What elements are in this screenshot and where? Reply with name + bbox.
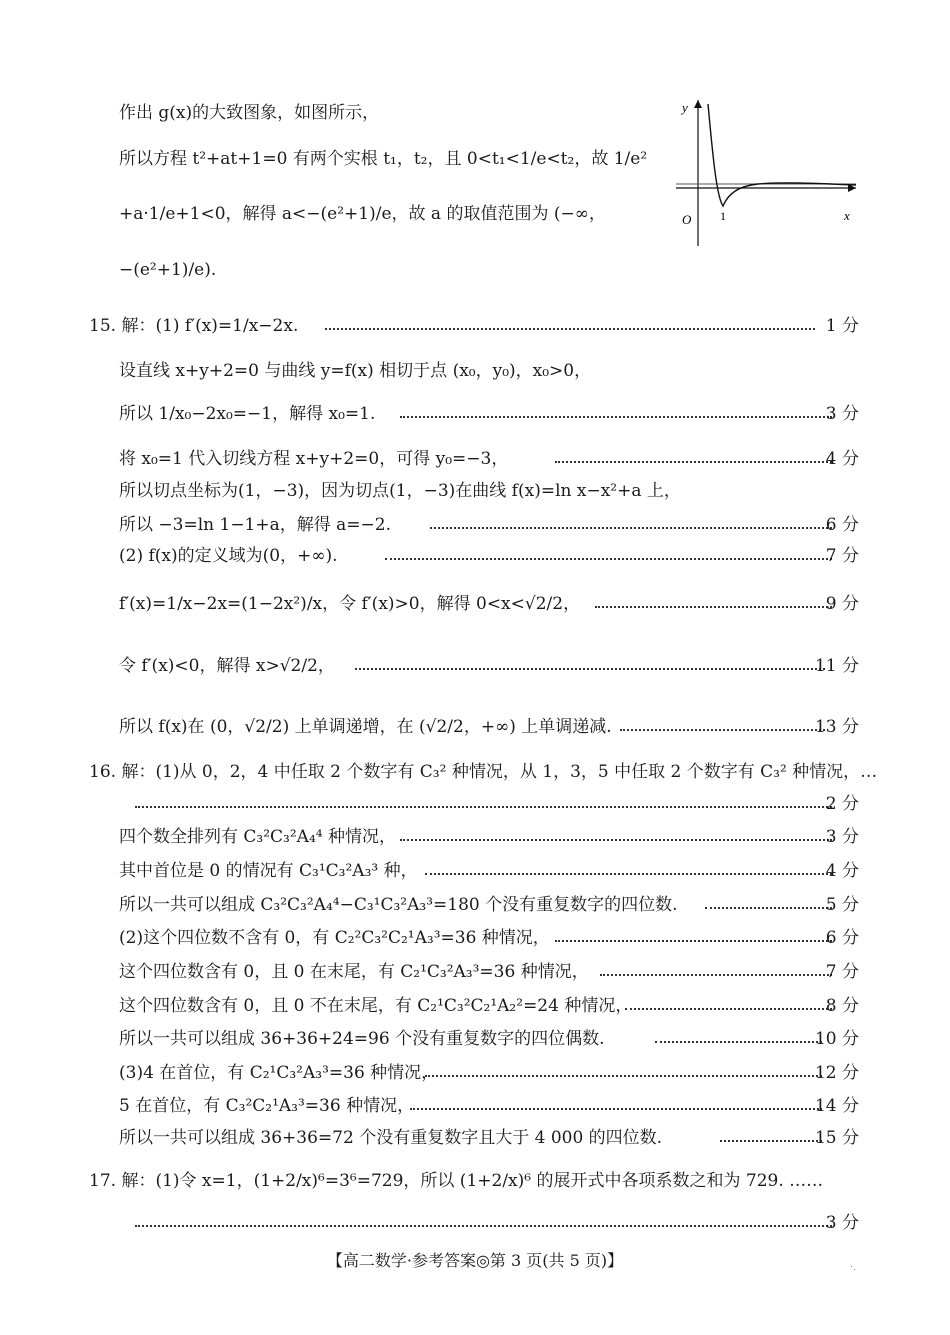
p16-text: 这个四位数含有 0，且 0 在末尾，有 C₂¹C₃²A₃³=36 种情况，: [119, 962, 589, 982]
p15-line: [0, 540, 950, 572]
leader-dots: [410, 1090, 822, 1110]
p15-text: 所以 1/x₀−2x₀=−1，解得 x₀=1.: [119, 404, 376, 424]
leader-dots: [425, 1057, 822, 1077]
score-label: 15 分: [814, 1128, 859, 1148]
leader-dots: [385, 540, 832, 560]
leader-dots: [400, 821, 832, 841]
p15-text: f′(x)=1/x−2x=(1−2x²)/x，令 f′(x)>0，解得 0<x<√2/2，: [119, 594, 581, 614]
score-label: 1 分: [825, 316, 859, 336]
leader-dots: [425, 855, 832, 875]
leader-dots: [625, 990, 832, 1010]
p16-line: [0, 756, 950, 788]
p16-text: (3)4 在首位，有 C₂¹C₃²A₃³=36 种情况，: [119, 1063, 439, 1083]
p16-line: [0, 1122, 950, 1154]
p16-text: 16. 解：(1)从 0，2，4 中任取 2 个数字有 C₃² 种情况，从 1，3，5 中任取 2 个数字有 C₃² 种情况，…: [89, 762, 878, 782]
score-label: 10 分: [814, 1029, 859, 1049]
p15-text: 所以 −3=ln 1−1+a，解得 a=−2.: [119, 515, 391, 535]
score-label: 11 分: [814, 656, 859, 676]
scan-mark: ·.: [850, 1262, 857, 1273]
p15-line: [0, 443, 950, 475]
score-label: 9 分: [825, 594, 859, 614]
score-label: 13 分: [814, 717, 859, 737]
tick-label-1: 1: [720, 209, 726, 223]
p16-text: 其中首位是 0 的情况有 C₃¹C₃²A₃³ 种，: [119, 861, 418, 881]
p14-line-4: [0, 254, 950, 286]
leader-dots: [325, 310, 815, 330]
p16-text: 所以一共可以组成 36+36=72 个没有重复数字且大于 4 000 的四位数.: [119, 1128, 663, 1148]
p16-line: [0, 922, 950, 954]
score-label: 5 分: [825, 895, 859, 915]
leader-dots: [355, 650, 825, 670]
leader-dots: [430, 509, 832, 529]
p14-text-3: +a·1/e+1<0，解得 a<−(e²+1)/e，故 a 的取值范围为 (−∞，: [119, 204, 606, 224]
leader-dots: [655, 1023, 822, 1043]
p16-line: [0, 788, 950, 820]
p15-text: 所以 f(x)在 (0，√2/2) 上单调递增，在 (√2/2，+∞) 上单调递减.: [119, 717, 612, 737]
p15-text: 设直线 x+y+2=0 与曲线 y=f(x) 相切于点 (x₀，y₀)，x₀>0，: [119, 361, 592, 381]
p14-text-2: 所以方程 t²+at+1=0 有两个实根 t₁，t₂，且 0<t₁<1/e<t₂，故 1/e²: [119, 149, 648, 169]
score-label: 3 分: [825, 404, 859, 424]
p15-line: [0, 475, 950, 507]
p16-line: [0, 1057, 950, 1089]
p16-line: [0, 1023, 950, 1055]
p17-text: 17. 解：(1)令 x=1，(1+2/x)⁶=3⁶=729，所以 (1+2/x)⁶ 的展开式中各项系数之和为 729. ……: [89, 1171, 824, 1191]
p15-line: [0, 310, 950, 342]
leader-dots: [555, 443, 832, 463]
p16-text: (2)这个四位数不含有 0，有 C₂²C₃²C₂¹A₃³=36 种情况，: [119, 928, 550, 948]
x-label: x: [844, 208, 850, 223]
leader-dots: [555, 922, 832, 942]
p16-line: [0, 1090, 950, 1122]
p15-text: 所以切点坐标为(1，−3)，因为切点(1，−3)在曲线 f(x)=ln x−x²+a 上，: [119, 481, 681, 501]
p15-text: (2) f(x)的定义域为(0，+∞).: [119, 546, 338, 566]
p15-line: [0, 650, 950, 682]
leader-dots: [595, 588, 832, 608]
g-curve: [708, 104, 856, 206]
leader-dots: [135, 1207, 832, 1227]
p17-line: [0, 1165, 950, 1197]
score-label: 6 分: [825, 928, 859, 948]
p16-text: 这个四位数含有 0，且 0 不在末尾，有 C₂¹C₃²C₂¹A₂²=24 种情况，: [119, 996, 633, 1016]
score-label: 3 分: [825, 1213, 859, 1233]
p16-line: [0, 821, 950, 853]
leader-dots: [400, 398, 832, 418]
score-label: 3 分: [825, 827, 859, 847]
y-label: y: [682, 100, 688, 115]
leader-dots: [135, 788, 832, 808]
p16-text: 所以一共可以组成 C₃²C₃²A₄⁴−C₃¹C₃²A₃³=180 个没有重复数字的四位数.: [119, 895, 678, 915]
score-label: 7 分: [825, 546, 859, 566]
p17-line: [0, 1207, 950, 1239]
g-graph: [668, 96, 863, 251]
score-label: 12 分: [814, 1063, 859, 1083]
leader-dots: [620, 711, 825, 731]
p14-text-4: −(e²+1)/e).: [119, 260, 217, 280]
page-footer: 【高二数学·参考答案◎第 3 页(共 5 页)】: [326, 1251, 624, 1270]
p16-text: 所以一共可以组成 36+36+24=96 个没有重复数字的四位偶数.: [119, 1029, 605, 1049]
p15-text: 令 f′(x)<0，解得 x>√2/2，: [119, 656, 335, 676]
score-label: 14 分: [814, 1096, 859, 1116]
origin-label: O: [682, 212, 692, 227]
score-label: 8 分: [825, 996, 859, 1016]
p16-text: 5 在首位，有 C₃²C₂¹A₃³=36 种情况，: [119, 1096, 415, 1116]
score-label: 7 分: [825, 962, 859, 982]
leader-dots: [600, 956, 832, 976]
p15-text: 将 x₀=1 代入切线方程 x+y+2=0，可得 y₀=−3，: [119, 449, 509, 469]
p14-text-1: 作出 g(x)的大致图象，如图所示，: [119, 103, 380, 123]
p15-line: [0, 355, 950, 387]
p15-line: [0, 398, 950, 430]
score-label: 6 分: [825, 515, 859, 535]
p16-text: 四个数全排列有 C₃²C₃²A₄⁴ 种情况，: [119, 827, 396, 847]
leader-dots: [720, 1122, 822, 1142]
p15-line: [0, 711, 950, 743]
p16-line: [0, 956, 950, 988]
score-label: 2 分: [825, 794, 859, 814]
p15-line: [0, 588, 950, 620]
p16-line: [0, 855, 950, 887]
p15-line: [0, 509, 950, 541]
score-label: 4 分: [825, 449, 859, 469]
p15-text: 15. 解：(1) f′(x)=1/x−2x.: [89, 316, 299, 336]
p16-line: [0, 889, 950, 921]
y-axis-arrow: [694, 100, 702, 108]
p16-line: [0, 990, 950, 1022]
leader-dots: [705, 889, 832, 909]
score-label: 4 分: [825, 861, 859, 881]
